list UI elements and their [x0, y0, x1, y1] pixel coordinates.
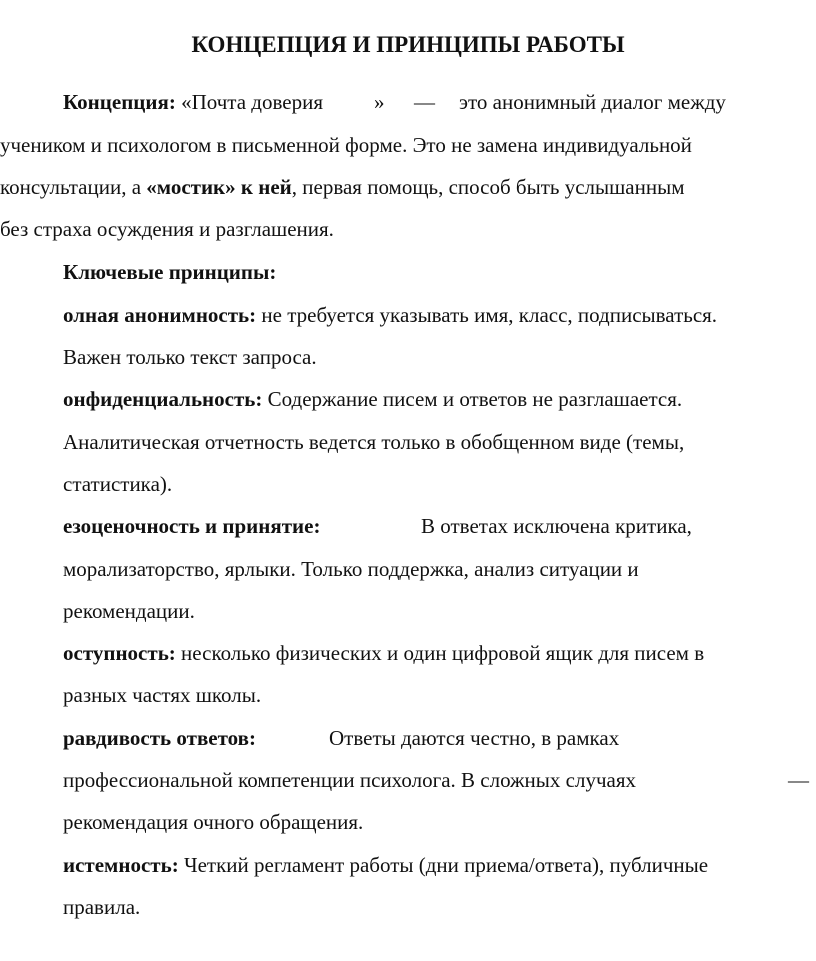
- principle-text-line: правила.: [63, 895, 141, 919]
- concept-line-3: [0, 173, 685, 201]
- principle-text: несколько физических и один цифровой ящик для писем в: [181, 641, 705, 665]
- concept-quote-close: »: [374, 90, 385, 114]
- principle-text-line: Важен только текст запроса.: [63, 345, 317, 369]
- principle-accessibility: [63, 639, 704, 667]
- concept-line-3-c: , способ быть услышанным: [438, 175, 685, 199]
- principle-label: онфиденциальность:: [63, 387, 263, 411]
- concept-line-3-a: консультации, а: [0, 175, 142, 199]
- concept-line-3-b: , первая помощь: [291, 175, 439, 199]
- principle-label: оступность:: [63, 641, 176, 665]
- principle-text: Четкий регламент работы (дни приема/ответа), публичные: [183, 853, 709, 877]
- concept-line-1: [63, 88, 323, 116]
- principle-text: не требуется указывать имя, класс, подписываться.: [261, 303, 718, 327]
- principle-dash: —: [788, 768, 809, 792]
- principle-text: Ответы даются честно, в рамках: [329, 726, 620, 750]
- principle-text-line: разных частях школы.: [63, 683, 262, 707]
- principle-text-line: профессиональной компетенции психолога. В сложных случаях: [63, 768, 636, 792]
- concept-bridge: «мостик» к ней: [146, 175, 292, 199]
- principle-text-line: рекомендации.: [63, 599, 195, 623]
- principle-label: олная анонимность:: [63, 303, 257, 327]
- principles-heading: Ключевые принципы:: [63, 260, 277, 284]
- principle-text-line: рекомендация очного обращения.: [63, 810, 364, 834]
- principle-text-line: морализаторство, ярлыки. Только поддержка, анализ ситуации и: [63, 557, 639, 581]
- principle-confidentiality: [63, 385, 682, 413]
- principle-label: истемность:: [63, 853, 179, 877]
- principle-anonymity: [63, 301, 717, 329]
- principle-text: Содержание писем и ответов не разглашается.: [267, 387, 683, 411]
- concept-line-2: учеником и психологом в письменной форме. Это не замена индивидуальной: [0, 133, 692, 157]
- principle-acceptance-label: езоценочность и принятие:: [63, 514, 321, 538]
- concept-dash: —: [414, 90, 435, 114]
- principle-text: В ответах исключена критика,: [421, 514, 692, 538]
- principle-text-line: статистика).: [63, 472, 173, 496]
- principle-honesty-label: равдивость ответов:: [63, 726, 256, 750]
- concept-label: Концепция:: [63, 90, 176, 114]
- concept-quote-open: «Почта доверия: [181, 90, 323, 114]
- principle-text-line: Аналитическая отчетность ведется только в обобщенном виде (темы,: [63, 430, 685, 454]
- concept-line-4: без страха осуждения и разглашения.: [0, 217, 334, 241]
- principle-systematic: [63, 851, 708, 879]
- page-title: КОНЦЕПЦИЯ И ПРИНЦИПЫ РАБОТЫ: [191, 32, 625, 57]
- concept-text-1: это анонимный диалог между: [459, 90, 726, 114]
